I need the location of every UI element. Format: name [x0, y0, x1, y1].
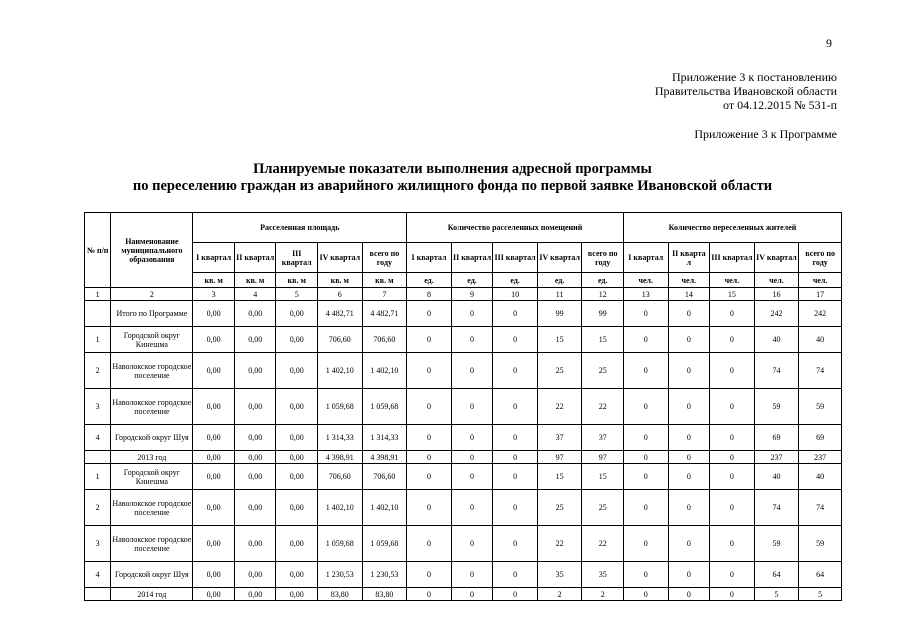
value-cell: 0,00 [276, 353, 318, 389]
header-unit: кв. м [193, 273, 235, 288]
value-cell: 4 398,91 [362, 451, 407, 464]
value-cell: 0 [668, 490, 710, 526]
value-cell: 0,00 [193, 389, 235, 425]
value-cell: 0 [407, 562, 452, 588]
table-row [85, 327, 842, 353]
value-cell: 237 [799, 451, 842, 464]
value-cell: 0 [623, 327, 668, 353]
value-cell: 0 [451, 327, 493, 353]
row-number-cell [85, 588, 111, 601]
value-cell: 0 [623, 562, 668, 588]
appendix-resolution [655, 70, 837, 112]
value-cell: 0,00 [234, 389, 276, 425]
appendix-resolution-line: Приложение 3 к постановлению [671, 70, 837, 84]
header-unit: ед. [407, 273, 452, 288]
value-cell: 0 [451, 490, 493, 526]
column-number-cell: 8 [407, 288, 452, 301]
municipality-cell: Итого по Программе [111, 301, 193, 327]
value-cell: 37 [582, 425, 624, 451]
header-quarter: IV квартал [537, 243, 582, 273]
value-cell: 40 [799, 464, 842, 490]
municipality-cell: Городской округ Кинешма [111, 327, 193, 353]
municipality-cell: Наволокское городское поселение [111, 526, 193, 562]
indicators-table [84, 212, 842, 601]
value-cell: 83,80 [362, 588, 407, 601]
value-cell: 1 059,68 [318, 526, 363, 562]
row-number-cell: 3 [85, 389, 111, 425]
value-cell: 0 [668, 353, 710, 389]
header-unit: ед. [537, 273, 582, 288]
value-cell: 242 [799, 301, 842, 327]
value-cell: 706,60 [362, 464, 407, 490]
row-number-cell [85, 301, 111, 327]
municipality-cell: Городской округ Шуя [111, 562, 193, 588]
value-cell: 0 [710, 389, 755, 425]
row-number-cell: 3 [85, 526, 111, 562]
value-cell: 237 [754, 451, 799, 464]
value-cell: 74 [754, 490, 799, 526]
municipality-cell: Наволокское городское поселение [111, 490, 193, 526]
value-cell: 0 [710, 562, 755, 588]
value-cell: 74 [799, 353, 842, 389]
municipality-cell: Городской округ Кинешма [111, 464, 193, 490]
value-cell: 0 [668, 588, 710, 601]
title-line: по переселению граждан из аварийного жилищного фонда по первой заявке Ивановской области [132, 178, 773, 194]
table-row [85, 526, 842, 562]
value-cell: 0 [407, 490, 452, 526]
column-number-cell: 14 [668, 288, 710, 301]
value-cell: 0,00 [276, 327, 318, 353]
value-cell: 0,00 [234, 425, 276, 451]
value-cell: 59 [754, 389, 799, 425]
column-number-cell: 13 [623, 288, 668, 301]
value-cell: 0 [623, 353, 668, 389]
value-cell: 4 398,91 [318, 451, 363, 464]
value-cell: 0 [407, 526, 452, 562]
value-cell: 0,00 [193, 425, 235, 451]
header-quarter: II квартал [234, 243, 276, 273]
value-cell: 0,00 [276, 562, 318, 588]
value-cell: 0,00 [193, 490, 235, 526]
value-cell: 15 [582, 464, 624, 490]
header-unit: кв. м [318, 273, 363, 288]
appendix-resolution-line: от 04.12.2015 № 531-п [723, 98, 837, 112]
header-quarter: IV квартал [318, 243, 363, 273]
row-number-cell: 4 [85, 562, 111, 588]
value-cell: 0 [451, 301, 493, 327]
column-number-cell: 12 [582, 288, 624, 301]
value-cell: 0 [451, 389, 493, 425]
value-cell: 0 [451, 526, 493, 562]
value-cell: 5 [754, 588, 799, 601]
value-cell: 0 [668, 327, 710, 353]
municipality-cell: Городской округ Шуя [111, 425, 193, 451]
column-number-cell: 10 [493, 288, 538, 301]
value-cell: 40 [754, 464, 799, 490]
value-cell: 0 [710, 464, 755, 490]
value-cell: 69 [799, 425, 842, 451]
value-cell: 0 [493, 425, 538, 451]
header-unit: кв. м [234, 273, 276, 288]
value-cell: 59 [799, 389, 842, 425]
value-cell: 0 [710, 490, 755, 526]
value-cell: 22 [582, 526, 624, 562]
value-cell: 69 [754, 425, 799, 451]
table-row [85, 464, 842, 490]
header-quarter: I квартал [407, 243, 452, 273]
value-cell: 35 [537, 562, 582, 588]
value-cell: 0,00 [234, 353, 276, 389]
value-cell: 1 059,68 [318, 389, 363, 425]
value-cell: 59 [799, 526, 842, 562]
value-cell: 1 314,33 [318, 425, 363, 451]
table-row [85, 451, 842, 464]
value-cell: 706,60 [318, 464, 363, 490]
value-cell: 4 482,71 [362, 301, 407, 327]
row-number-cell: 1 [85, 464, 111, 490]
value-cell: 1 230,53 [362, 562, 407, 588]
table-row [85, 301, 842, 327]
value-cell: 0,00 [193, 562, 235, 588]
table-row [85, 425, 842, 451]
value-cell: 0,00 [276, 526, 318, 562]
value-cell: 0,00 [234, 562, 276, 588]
municipality-cell: 2014 год [111, 588, 193, 601]
value-cell: 0 [668, 425, 710, 451]
value-cell: 1 059,68 [362, 526, 407, 562]
value-cell: 40 [799, 327, 842, 353]
value-cell: 0 [623, 389, 668, 425]
value-cell: 15 [582, 327, 624, 353]
header-quarter: II кварта л [668, 243, 710, 273]
table-row [85, 490, 842, 526]
value-cell: 40 [754, 327, 799, 353]
value-cell: 1 314,33 [362, 425, 407, 451]
column-number-cell: 11 [537, 288, 582, 301]
value-cell: 0 [493, 490, 538, 526]
document-title [0, 161, 905, 195]
value-cell: 0,00 [276, 464, 318, 490]
value-cell: 0 [451, 562, 493, 588]
value-cell: 0 [623, 526, 668, 562]
column-number-cell: 2 [111, 288, 193, 301]
value-cell: 5 [799, 588, 842, 601]
value-cell: 0 [451, 464, 493, 490]
header-quarter: всего по году [799, 243, 842, 273]
appendix-program: Приложение 3 к Программе [694, 127, 837, 141]
value-cell: 15 [537, 327, 582, 353]
value-cell: 0,00 [276, 588, 318, 601]
column-number-cell: 15 [710, 288, 755, 301]
value-cell: 0 [668, 526, 710, 562]
value-cell: 0,00 [276, 425, 318, 451]
column-number-cell: 6 [318, 288, 363, 301]
value-cell: 0,00 [234, 327, 276, 353]
row-number-cell: 1 [85, 327, 111, 353]
value-cell: 0 [668, 451, 710, 464]
value-cell: 97 [582, 451, 624, 464]
value-cell: 74 [754, 353, 799, 389]
value-cell: 0,00 [276, 301, 318, 327]
value-cell: 0,00 [234, 464, 276, 490]
header-unit: кв. м [362, 273, 407, 288]
value-cell: 0,00 [234, 451, 276, 464]
value-cell: 706,60 [318, 327, 363, 353]
value-cell: 0 [710, 301, 755, 327]
header-unit: ед. [582, 273, 624, 288]
value-cell: 1 402,10 [362, 353, 407, 389]
value-cell: 74 [799, 490, 842, 526]
value-cell: 0,00 [234, 490, 276, 526]
column-number-cell: 1 [85, 288, 111, 301]
value-cell: 37 [537, 425, 582, 451]
header-quarter: всего по году [582, 243, 624, 273]
value-cell: 0 [493, 526, 538, 562]
column-number-cell: 5 [276, 288, 318, 301]
value-cell: 0 [623, 301, 668, 327]
value-cell: 0 [710, 353, 755, 389]
value-cell: 0,00 [276, 389, 318, 425]
municipality-cell: Наволокское городское поселение [111, 353, 193, 389]
value-cell: 1 402,10 [318, 490, 363, 526]
value-cell: 22 [537, 526, 582, 562]
value-cell: 0 [407, 588, 452, 601]
header-quarter: II квартал [451, 243, 493, 273]
value-cell: 0,00 [193, 301, 235, 327]
value-cell: 0 [493, 353, 538, 389]
value-cell: 0 [668, 389, 710, 425]
value-cell: 0 [710, 425, 755, 451]
value-cell: 25 [582, 490, 624, 526]
value-cell: 0 [623, 464, 668, 490]
column-number-cell: 16 [754, 288, 799, 301]
value-cell: 64 [799, 562, 842, 588]
value-cell: 0 [493, 464, 538, 490]
column-number-cell: 4 [234, 288, 276, 301]
value-cell: 0 [668, 464, 710, 490]
value-cell: 0,00 [193, 464, 235, 490]
value-cell: 0,00 [193, 526, 235, 562]
header-unit: чел. [668, 273, 710, 288]
value-cell: 59 [754, 526, 799, 562]
value-cell: 0,00 [193, 327, 235, 353]
value-cell: 99 [582, 301, 624, 327]
header-group-people: Количество переселенных жителей [623, 213, 841, 243]
header-quarter: III квартал [493, 243, 538, 273]
value-cell: 0,00 [276, 451, 318, 464]
header-unit: ед. [493, 273, 538, 288]
value-cell: 0,00 [193, 451, 235, 464]
value-cell: 0 [407, 451, 452, 464]
value-cell: 0 [493, 327, 538, 353]
value-cell: 0 [407, 464, 452, 490]
value-cell: 0 [710, 451, 755, 464]
table-row [85, 588, 842, 601]
value-cell: 0,00 [193, 353, 235, 389]
header-quarter: I квартал [623, 243, 668, 273]
value-cell: 97 [537, 451, 582, 464]
value-cell: 22 [582, 389, 624, 425]
value-cell: 64 [754, 562, 799, 588]
municipality-cell: 2013 год [111, 451, 193, 464]
value-cell: 0 [668, 301, 710, 327]
header-unit: ед. [451, 273, 493, 288]
value-cell: 1 059,68 [362, 389, 407, 425]
value-cell: 0,00 [234, 526, 276, 562]
column-number-cell: 7 [362, 288, 407, 301]
value-cell: 15 [537, 464, 582, 490]
value-cell: 0 [668, 562, 710, 588]
value-cell: 25 [582, 353, 624, 389]
header-unit: чел. [710, 273, 755, 288]
header-number: № п/п [85, 213, 111, 288]
header-group-rooms: Количество расселенных помещений [407, 213, 624, 243]
page-number: 9 [826, 36, 832, 50]
value-cell: 25 [537, 353, 582, 389]
value-cell: 0 [623, 425, 668, 451]
value-cell: 706,60 [362, 327, 407, 353]
value-cell: 0,00 [234, 301, 276, 327]
value-cell: 0 [493, 588, 538, 601]
header-quarter: III квартал [710, 243, 755, 273]
table-row [85, 353, 842, 389]
value-cell: 25 [537, 490, 582, 526]
value-cell: 0 [451, 451, 493, 464]
value-cell: 22 [537, 389, 582, 425]
header-unit: кв. м [276, 273, 318, 288]
column-number-cell: 3 [193, 288, 235, 301]
header-unit: чел. [754, 273, 799, 288]
table-row [85, 389, 842, 425]
value-cell: 0 [710, 327, 755, 353]
header-quarter: I квартал [193, 243, 235, 273]
column-number-cell: 9 [451, 288, 493, 301]
header-unit: чел. [799, 273, 842, 288]
value-cell: 0 [451, 588, 493, 601]
value-cell: 35 [582, 562, 624, 588]
value-cell: 0 [407, 389, 452, 425]
value-cell: 0 [451, 353, 493, 389]
value-cell: 0 [493, 451, 538, 464]
value-cell: 0 [407, 353, 452, 389]
value-cell: 1 230,53 [318, 562, 363, 588]
header-quarter: всего по году [362, 243, 407, 273]
value-cell: 0 [493, 389, 538, 425]
header-group-area: Расселенная площадь [193, 213, 407, 243]
appendix-resolution-line: Правительства Ивановской области [654, 84, 837, 98]
header-municipality: Наименование муниципального образования [111, 213, 193, 288]
row-number-cell [85, 451, 111, 464]
value-cell: 0 [623, 588, 668, 601]
row-number-cell: 2 [85, 490, 111, 526]
table-row [85, 562, 842, 588]
value-cell: 83,80 [318, 588, 363, 601]
row-number-cell: 2 [85, 353, 111, 389]
value-cell: 0 [407, 327, 452, 353]
header-quarter: IV квартал [754, 243, 799, 273]
value-cell: 0 [493, 562, 538, 588]
value-cell: 0,00 [276, 490, 318, 526]
value-cell: 2 [537, 588, 582, 601]
value-cell: 99 [537, 301, 582, 327]
title-line: Планируемые показатели выполнения адресной программы [253, 161, 652, 177]
header-unit: чел. [623, 273, 668, 288]
value-cell: 0 [710, 588, 755, 601]
value-cell: 4 482,71 [318, 301, 363, 327]
header-quarter: III квартал [276, 243, 318, 273]
value-cell: 1 402,10 [318, 353, 363, 389]
value-cell: 0 [407, 301, 452, 327]
value-cell: 0 [623, 451, 668, 464]
value-cell: 1 402,10 [362, 490, 407, 526]
municipality-cell: Наволокское городское поселение [111, 389, 193, 425]
value-cell: 0 [407, 425, 452, 451]
value-cell: 0 [623, 490, 668, 526]
value-cell: 242 [754, 301, 799, 327]
value-cell: 0,00 [193, 588, 235, 601]
column-number-cell: 17 [799, 288, 842, 301]
value-cell: 0 [710, 526, 755, 562]
value-cell: 0,00 [234, 588, 276, 601]
value-cell: 0 [493, 301, 538, 327]
value-cell: 0 [451, 425, 493, 451]
row-number-cell: 4 [85, 425, 111, 451]
value-cell: 2 [582, 588, 624, 601]
